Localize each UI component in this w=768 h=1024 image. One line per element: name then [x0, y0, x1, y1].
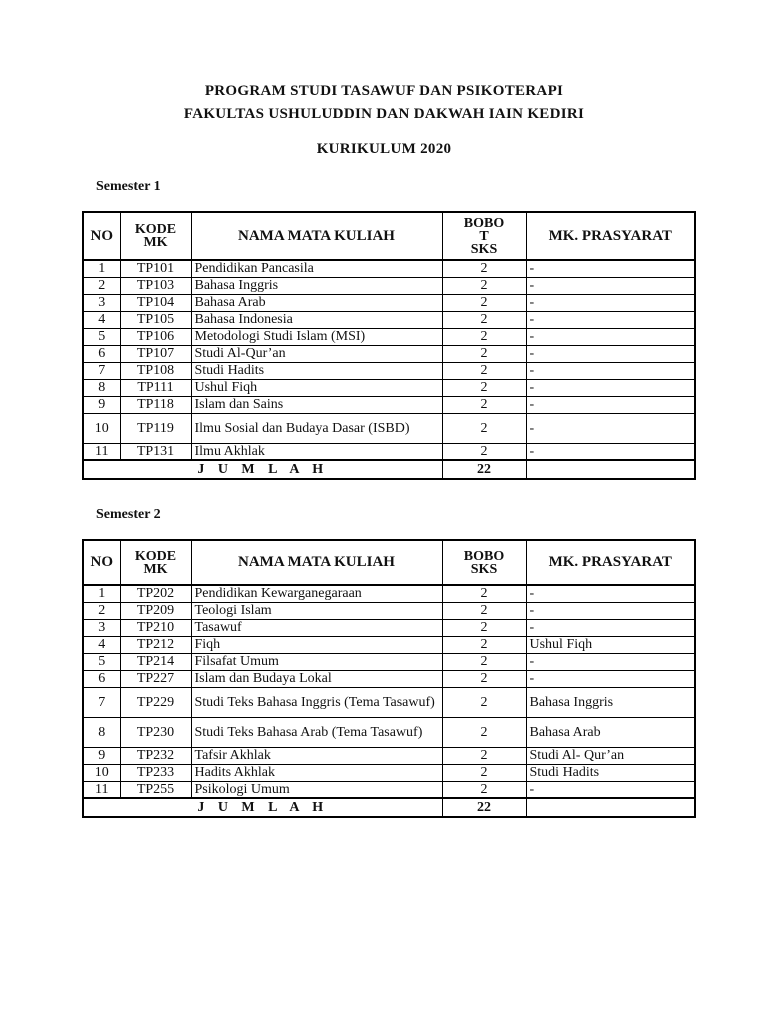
course-no: 6 [83, 345, 120, 362]
col-header-kode: KODE MK [120, 540, 191, 585]
table-row [83, 687, 695, 717]
course-credits: 2 [442, 379, 526, 396]
course-credits: 2 [442, 636, 526, 653]
col-header-sks: BOBO T SKS [442, 212, 526, 260]
total-empty-cell [526, 798, 695, 817]
table-row [83, 413, 695, 443]
course-name: Studi Hadits [191, 362, 442, 379]
course-credits: 2 [442, 653, 526, 670]
col-header-sks: BOBO SKS [442, 540, 526, 585]
course-prerequisite: - [526, 362, 695, 379]
course-prerequisite: Studi Al- Qur’an [526, 747, 695, 764]
total-label: J U M L A H [83, 460, 442, 479]
course-name: Bahasa Indonesia [191, 311, 442, 328]
course-code: TP233 [120, 764, 191, 781]
course-prerequisite: - [526, 443, 695, 460]
course-no: 10 [83, 764, 120, 781]
course-credits: 2 [442, 413, 526, 443]
course-name: Islam dan Budaya Lokal [191, 670, 442, 687]
title-program: PROGRAM STUDI TASAWUF DAN PSIKOTERAPI [204, 83, 564, 99]
course-no: 10 [83, 413, 120, 443]
total-credits: 22 [442, 798, 526, 817]
course-no: 6 [83, 670, 120, 687]
col-header-nama: NAMA MATA KULIAH [191, 212, 442, 260]
table-row [83, 764, 695, 781]
table-row [83, 362, 695, 379]
course-prerequisite: - [526, 670, 695, 687]
semester-1-rows [83, 260, 695, 479]
course-prerequisite: - [526, 413, 695, 443]
table-row [83, 379, 695, 396]
course-name: Ushul Fiqh [191, 379, 442, 396]
course-name: Psikologi Umum [191, 781, 442, 798]
course-prerequisite: - [526, 396, 695, 413]
course-no: 7 [83, 687, 120, 717]
course-name: Bahasa Arab [191, 294, 442, 311]
course-code: TP202 [120, 585, 191, 602]
course-no: 1 [83, 585, 120, 602]
course-code: TP104 [120, 294, 191, 311]
course-prerequisite: - [526, 379, 695, 396]
col-header-no: NO [83, 540, 120, 585]
course-credits: 2 [442, 687, 526, 717]
semester-2-label: Semester 2 [96, 507, 161, 522]
total-row [83, 798, 695, 817]
total-empty-cell [526, 460, 695, 479]
course-credits: 2 [442, 585, 526, 602]
course-no: 7 [83, 362, 120, 379]
course-code: TP105 [120, 311, 191, 328]
course-credits: 2 [442, 781, 526, 798]
course-name: Teologi Islam [191, 602, 442, 619]
course-code: TP131 [120, 443, 191, 460]
table-row [83, 619, 695, 636]
table-row [83, 443, 695, 460]
table-row [83, 653, 695, 670]
course-code: TP103 [120, 277, 191, 294]
course-credits: 2 [442, 747, 526, 764]
col-header-prasyarat: MK. PRASYARAT [526, 212, 695, 260]
table-row [83, 328, 695, 345]
course-no: 3 [83, 619, 120, 636]
course-name: Tafsir Akhlak [191, 747, 442, 764]
course-prerequisite: - [526, 619, 695, 636]
course-credits: 2 [442, 764, 526, 781]
course-code: TP106 [120, 328, 191, 345]
course-name: Filsafat Umum [191, 653, 442, 670]
course-prerequisite: Studi Hadits [526, 764, 695, 781]
course-prerequisite: Ushul Fiqh [526, 636, 695, 653]
course-name: Ilmu Sosial dan Budaya Dasar (ISBD) [191, 413, 442, 443]
course-prerequisite: - [526, 653, 695, 670]
table-row [83, 345, 695, 362]
course-credits: 2 [442, 277, 526, 294]
course-code: TP229 [120, 687, 191, 717]
course-code: TP255 [120, 781, 191, 798]
course-no: 5 [83, 328, 120, 345]
course-no: 11 [83, 443, 120, 460]
col-header-prasyarat: MK. PRASYARAT [526, 540, 695, 585]
course-no: 9 [83, 396, 120, 413]
course-name: Tasawuf [191, 619, 442, 636]
col-header-nama: NAMA MATA KULIAH [191, 540, 442, 585]
course-credits: 2 [442, 311, 526, 328]
course-code: TP227 [120, 670, 191, 687]
table-row [83, 717, 695, 747]
title-faculty: FAKULTAS USHULUDDIN DAN DAKWAH IAIN KEDIRI [183, 106, 585, 122]
course-no: 5 [83, 653, 120, 670]
course-no: 1 [83, 260, 120, 277]
course-credits: 2 [442, 443, 526, 460]
course-name: Ilmu Akhlak [191, 443, 442, 460]
course-name: Fiqh [191, 636, 442, 653]
title-curriculum: KURIKULUM 2020 [316, 141, 452, 157]
semester-1-label: Semester 1 [96, 179, 161, 194]
course-no: 4 [83, 311, 120, 328]
course-name: Islam dan Sains [191, 396, 442, 413]
course-prerequisite: - [526, 277, 695, 294]
course-credits: 2 [442, 294, 526, 311]
course-name: Studi Al-Qur’an [191, 345, 442, 362]
course-prerequisite: - [526, 781, 695, 798]
course-no: 11 [83, 781, 120, 798]
course-credits: 2 [442, 345, 526, 362]
course-name: Pendidikan Kewarganegaraan [191, 585, 442, 602]
total-row [83, 460, 695, 479]
course-credits: 2 [442, 717, 526, 747]
course-credits: 2 [442, 362, 526, 379]
total-label: J U M L A H [83, 798, 442, 817]
table-row [83, 585, 695, 602]
semester-1-table [82, 211, 696, 480]
semester-2-table [82, 539, 696, 818]
table-row [83, 260, 695, 277]
course-name: Hadits Akhlak [191, 764, 442, 781]
course-credits: 2 [442, 619, 526, 636]
course-code: TP210 [120, 619, 191, 636]
course-code: TP214 [120, 653, 191, 670]
course-code: TP118 [120, 396, 191, 413]
course-no: 2 [83, 277, 120, 294]
course-no: 2 [83, 602, 120, 619]
course-name: Bahasa Inggris [191, 277, 442, 294]
course-code: TP212 [120, 636, 191, 653]
course-code: TP108 [120, 362, 191, 379]
table-row [83, 294, 695, 311]
course-credits: 2 [442, 670, 526, 687]
course-prerequisite: - [526, 345, 695, 362]
course-name: Studi Teks Bahasa Arab (Tema Tasawuf) [191, 717, 442, 747]
course-name: Metodologi Studi Islam (MSI) [191, 328, 442, 345]
course-prerequisite: Bahasa Arab [526, 717, 695, 747]
course-code: TP232 [120, 747, 191, 764]
table-row [83, 396, 695, 413]
course-no: 8 [83, 379, 120, 396]
course-prerequisite: - [526, 328, 695, 345]
table-row [83, 636, 695, 653]
course-prerequisite: - [526, 260, 695, 277]
course-prerequisite: Bahasa Inggris [526, 687, 695, 717]
table-row [83, 747, 695, 764]
course-prerequisite: - [526, 585, 695, 602]
table-row [83, 602, 695, 619]
course-code: TP119 [120, 413, 191, 443]
table-row [83, 277, 695, 294]
course-prerequisite: - [526, 294, 695, 311]
course-no: 3 [83, 294, 120, 311]
course-code: TP101 [120, 260, 191, 277]
course-prerequisite: - [526, 602, 695, 619]
course-name: Pendidikan Pancasila [191, 260, 442, 277]
table-row [83, 311, 695, 328]
course-code: TP107 [120, 345, 191, 362]
table-row [83, 670, 695, 687]
course-no: 8 [83, 717, 120, 747]
col-header-no: NO [83, 212, 120, 260]
course-credits: 2 [442, 396, 526, 413]
course-code: TP230 [120, 717, 191, 747]
col-header-kode: KODE MK [120, 212, 191, 260]
course-code: TP209 [120, 602, 191, 619]
course-credits: 2 [442, 328, 526, 345]
semester-2-rows [83, 585, 695, 817]
course-no: 9 [83, 747, 120, 764]
course-name: Studi Teks Bahasa Inggris (Tema Tasawuf) [191, 687, 442, 717]
table-row [83, 781, 695, 798]
course-credits: 2 [442, 602, 526, 619]
course-code: TP111 [120, 379, 191, 396]
course-no: 4 [83, 636, 120, 653]
total-credits: 22 [442, 460, 526, 479]
course-credits: 2 [442, 260, 526, 277]
course-prerequisite: - [526, 311, 695, 328]
